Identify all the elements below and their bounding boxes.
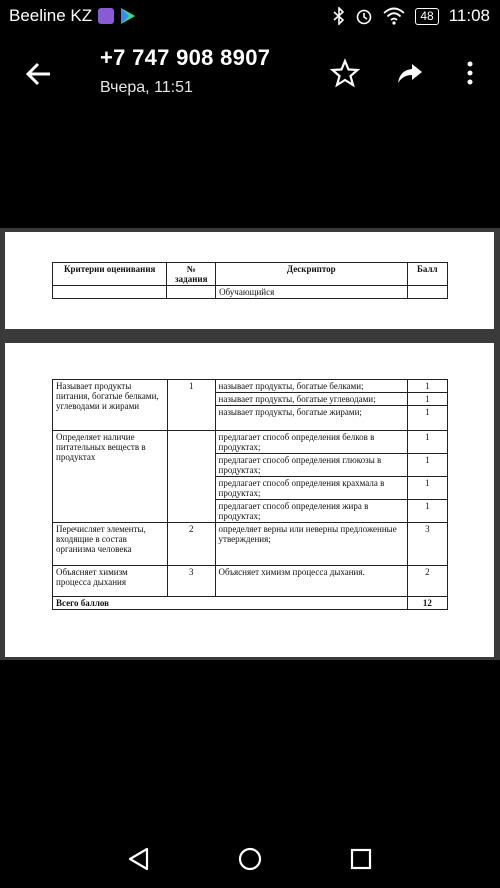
score-cell: 1: [407, 380, 447, 393]
table-row: [53, 431, 448, 454]
score-cell: 1: [407, 431, 447, 454]
table-row-total: [53, 597, 448, 610]
status-bar: [0, 0, 500, 34]
learner-label: Обучающийся: [216, 286, 407, 299]
task-number-cell: 3: [167, 566, 215, 597]
score-cell: 2: [407, 566, 447, 597]
criterion-cell: Определяет наличие питательных веществ в продуктах: [53, 431, 168, 523]
play-store-icon: [120, 7, 136, 25]
more-options-icon[interactable]: [455, 58, 485, 88]
task-number-cell: 1: [167, 380, 215, 431]
star-icon[interactable]: [330, 58, 360, 88]
share-forward-icon[interactable]: [395, 58, 425, 88]
document-page-bottom: [5, 343, 494, 657]
score-cell: 1: [407, 406, 447, 431]
descriptor-cell: предлагает способ определения крахмала в продуктах;: [215, 477, 407, 500]
document-page-top: [5, 232, 494, 329]
battery-icon: 48: [415, 8, 438, 25]
document-photo[interactable]: [0, 228, 500, 660]
score-cell: 1: [407, 477, 447, 500]
navigation-bar: [0, 826, 500, 888]
nav-home-icon[interactable]: [237, 846, 263, 872]
total-label: Всего баллов: [53, 597, 408, 610]
criterion-cell: Называет продукты питания, богатые белками, углеводами и жирами: [53, 380, 168, 431]
app-bar: [0, 34, 500, 110]
score-cell: 1: [407, 454, 447, 477]
message-date: Вчера, 11:51: [100, 79, 193, 96]
descriptor-cell: называет продукты, богатые белками;: [215, 380, 407, 393]
gallery-icon: [98, 8, 114, 24]
col-descriptor: Дескриптор: [216, 263, 407, 286]
col-score: Балл: [407, 263, 447, 286]
score-cell: 1: [407, 500, 447, 523]
score-cell: 1: [407, 393, 447, 406]
criteria-table: [52, 379, 448, 610]
criterion-cell: Перечисляет элементы, входящие в состав организма человека: [53, 523, 168, 566]
descriptor-cell: предлагает способ определения белков в продуктах;: [215, 431, 407, 454]
score-cell: 3: [407, 523, 447, 566]
contact-title: +7 747 908 8907: [100, 45, 271, 70]
total-value: 12: [407, 597, 447, 610]
criteria-header-table: [52, 262, 448, 299]
wifi-icon: [383, 7, 405, 25]
descriptor-cell: предлагает способ определения глюкозы в продуктах;: [215, 454, 407, 477]
task-number-cell: 2: [167, 523, 215, 566]
descriptor-cell: предлагает способ определения жира в продуктах;: [215, 500, 407, 523]
descriptor-cell: Объясняет химизм процесса дыхания.: [215, 566, 407, 597]
table-row: [53, 523, 448, 566]
back-arrow-icon[interactable]: [24, 59, 54, 89]
clock: 11:08: [448, 6, 490, 25]
criterion-cell: Объясняет химизм процесса дыхания: [53, 566, 168, 597]
alarm-icon: [355, 7, 373, 25]
bluetooth-icon: [333, 7, 345, 25]
table-row: [53, 380, 448, 393]
table-row: [53, 566, 448, 597]
nav-recents-icon[interactable]: [348, 846, 374, 872]
col-task-number: № задания: [167, 263, 216, 286]
descriptor-cell: определяет верны или неверны предложенные утверждения;: [215, 523, 407, 566]
descriptor-cell: называет продукты, богатые жирами;: [215, 406, 407, 431]
nav-back-icon[interactable]: [126, 846, 152, 872]
carrier-name: Beeline KZ: [9, 6, 93, 25]
descriptor-cell: называет продукты, богатые углеводами;: [215, 393, 407, 406]
col-criteria: Критерии оценивания: [53, 263, 167, 286]
